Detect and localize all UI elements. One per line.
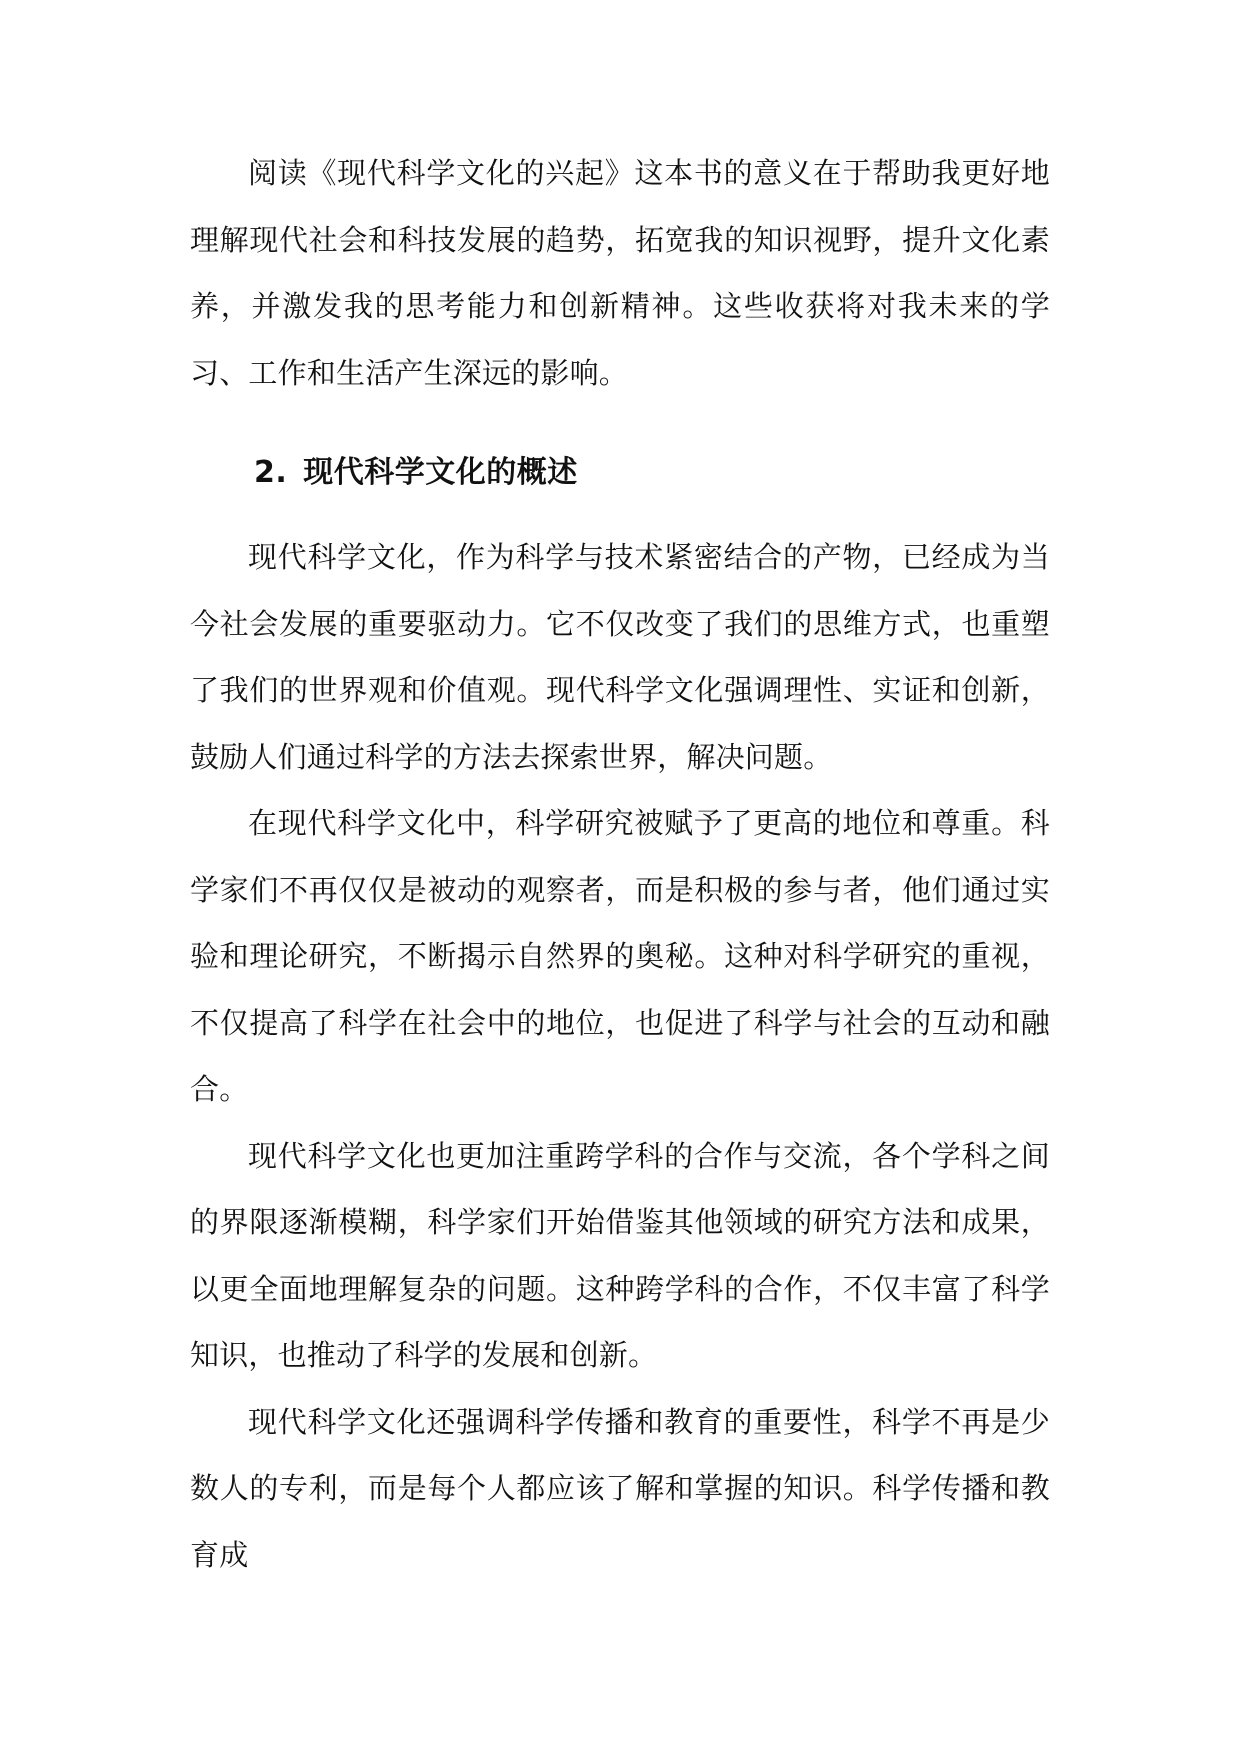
intro-paragraph: 阅读《现代科学文化的兴起》这本书的意义在于帮助我更好地理解现代社会和科技发展的趋势，拓宽我的知识视野，提升文化素养，并激发我的思考能力和创新精神。这些收获将对我未来的学习、工作和生活产生深远的影响。 [190,156,1050,390]
body-paragraph-3: 现代科学文化也更加注重跨学科的合作与交流，各个学科之间的界限逐渐模糊，科学家们开始借鉴其他领域的研究方法和成果，以更全面地理解复杂的问题。这种跨学科的合作，不仅丰富了科学知识，也推动了科学的发展和创新。 [190,1138,1050,1372]
body-paragraph-2: 在现代科学文化中，科学研究被赋予了更高的地位和尊重。科学家们不再仅仅是被动的观察者，而是积极的参与者，他们通过实验和理论研究，不断揭示自然界的奥秘。这种对科学研究的重视，不仅提高了科学在社会中的地位，也促进了科学与社会的互动和融合。 [190,806,1050,1106]
body-paragraph-4: 现代科学文化还强调科学传播和教育的重要性，科学不再是少数人的专利，而是每个人都应该了解和掌握的知识。科学传播和教育成 [190,1404,1050,1572]
section-number: 2. [254,455,288,490]
document-body [190,140,1050,1588]
body-paragraph-1: 现代科学文化，作为科学与技术紧密结合的产物，已经成为当今社会发展的重要驱动力。它不仅改变了我们的思维方式，也重塑了我们的世界观和价值观。现代科学文化强调理性、实证和创新，鼓励人们通过科学的方法去探索世界，解决问题。 [190,540,1050,774]
section-heading [190,448,1050,498]
section-title: 现代科学文化的概述 [303,455,578,490]
